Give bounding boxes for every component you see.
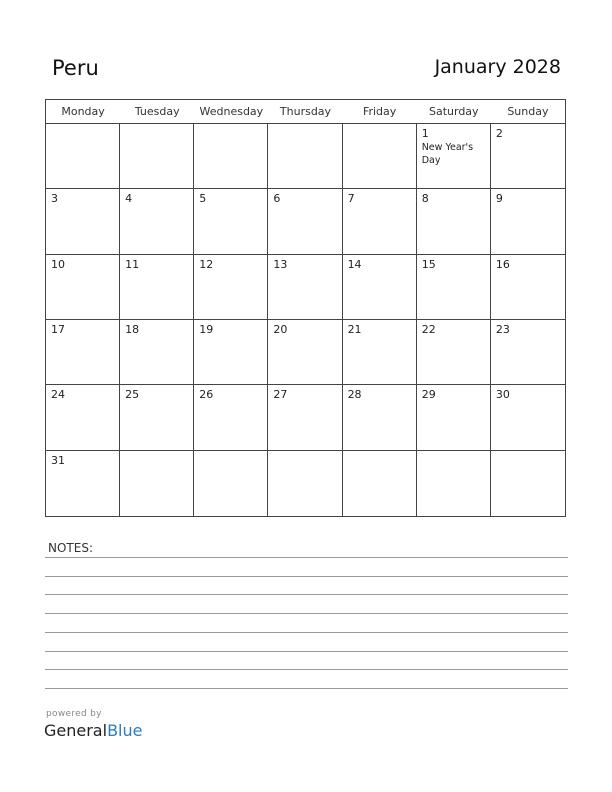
day-number: 15	[421, 257, 436, 271]
day-cell	[120, 124, 194, 189]
day-number: 18	[125, 323, 140, 336]
day-cell	[491, 320, 565, 385]
day-cell	[268, 385, 342, 450]
day-number: 9	[495, 192, 503, 206]
day-cell	[343, 320, 417, 385]
day-cell	[491, 255, 565, 320]
weekday-header: Sunday	[507, 105, 549, 118]
holiday-label: New Year's Day	[421, 142, 474, 166]
day-cell	[194, 189, 268, 254]
day-number: 22	[421, 323, 436, 336]
day-cell	[120, 320, 194, 385]
day-cell	[120, 255, 194, 320]
notes-line	[45, 688, 568, 689]
day-cell	[417, 320, 491, 385]
day-cell	[46, 255, 120, 320]
day-number: 11	[125, 257, 140, 271]
day-cell	[46, 451, 120, 516]
day-cell	[343, 124, 417, 189]
day-number: 23	[495, 323, 510, 336]
calendar-table	[45, 99, 566, 517]
notes-line	[45, 594, 568, 595]
weekday-header: Wednesday	[199, 105, 264, 118]
notes-line	[45, 557, 568, 558]
day-number: 30	[495, 388, 510, 402]
day-cell	[120, 451, 194, 516]
country-title: Peru	[52, 56, 99, 80]
day-cell	[268, 320, 342, 385]
day-number: 29	[421, 388, 436, 402]
day-number: 3	[51, 192, 58, 206]
day-number: 2	[495, 127, 503, 140]
day-number: 17	[51, 323, 65, 336]
day-number: 7	[347, 192, 355, 206]
day-cell	[491, 451, 565, 516]
day-number: 6	[273, 192, 281, 206]
day-cell	[417, 124, 491, 189]
calendar-grid	[46, 124, 565, 516]
day-number: 20	[273, 323, 288, 336]
day-cell	[194, 124, 268, 189]
day-number: 31	[51, 453, 65, 467]
weekday-header: Friday	[362, 105, 397, 118]
day-cell	[194, 385, 268, 450]
day-cell	[417, 255, 491, 320]
month-year-title: January 2028	[434, 56, 561, 78]
day-cell	[120, 189, 194, 254]
day-cell	[194, 255, 268, 320]
day-cell	[46, 320, 120, 385]
day-cell	[120, 385, 194, 450]
day-number: 26	[199, 388, 214, 402]
weekday-header: Tuesday	[134, 105, 180, 118]
day-number: 12	[199, 257, 214, 271]
notes-label: NOTES:	[48, 541, 93, 555]
day-cell	[491, 124, 565, 189]
day-number: 5	[199, 192, 207, 206]
day-cell	[194, 320, 268, 385]
day-number: 27	[273, 388, 288, 402]
day-number: 19	[199, 323, 214, 336]
notes-line	[45, 613, 568, 614]
day-cell	[194, 451, 268, 516]
day-cell	[417, 451, 491, 516]
day-cell	[46, 189, 120, 254]
weekday-header-row	[46, 100, 565, 124]
brand-blue: Blue	[107, 721, 143, 740]
day-number: 28	[347, 388, 362, 402]
day-number: 4	[125, 192, 133, 206]
generalblue-logo	[44, 721, 142, 740]
notes-line	[45, 651, 568, 652]
day-cell	[343, 255, 417, 320]
day-cell	[46, 124, 120, 189]
day-cell	[343, 385, 417, 450]
day-cell	[268, 255, 342, 320]
day-cell	[343, 189, 417, 254]
day-number: 8	[421, 192, 429, 206]
day-cell	[46, 385, 120, 450]
day-cell	[491, 189, 565, 254]
day-cell	[417, 385, 491, 450]
day-cell	[343, 451, 417, 516]
weekday-header: Saturday	[428, 105, 479, 118]
day-number: 16	[495, 257, 510, 271]
powered-by-text: powered by	[46, 709, 102, 719]
weekday-header: Monday	[61, 105, 105, 118]
day-cell	[268, 189, 342, 254]
day-number: 24	[51, 388, 65, 402]
day-number: 21	[347, 323, 362, 336]
day-cell	[268, 451, 342, 516]
day-number: 13	[273, 257, 288, 271]
day-number: 1	[421, 127, 429, 140]
day-cell	[417, 189, 491, 254]
day-number: 25	[125, 388, 140, 402]
day-cell	[491, 385, 565, 450]
day-number: 10	[51, 257, 65, 271]
notes-line	[45, 632, 568, 633]
day-number: 14	[347, 257, 362, 271]
notes-line	[45, 576, 568, 577]
weekday-header: Thursday	[279, 105, 332, 118]
brand-general: General	[44, 721, 108, 740]
notes-line	[45, 669, 568, 670]
day-cell	[268, 124, 342, 189]
